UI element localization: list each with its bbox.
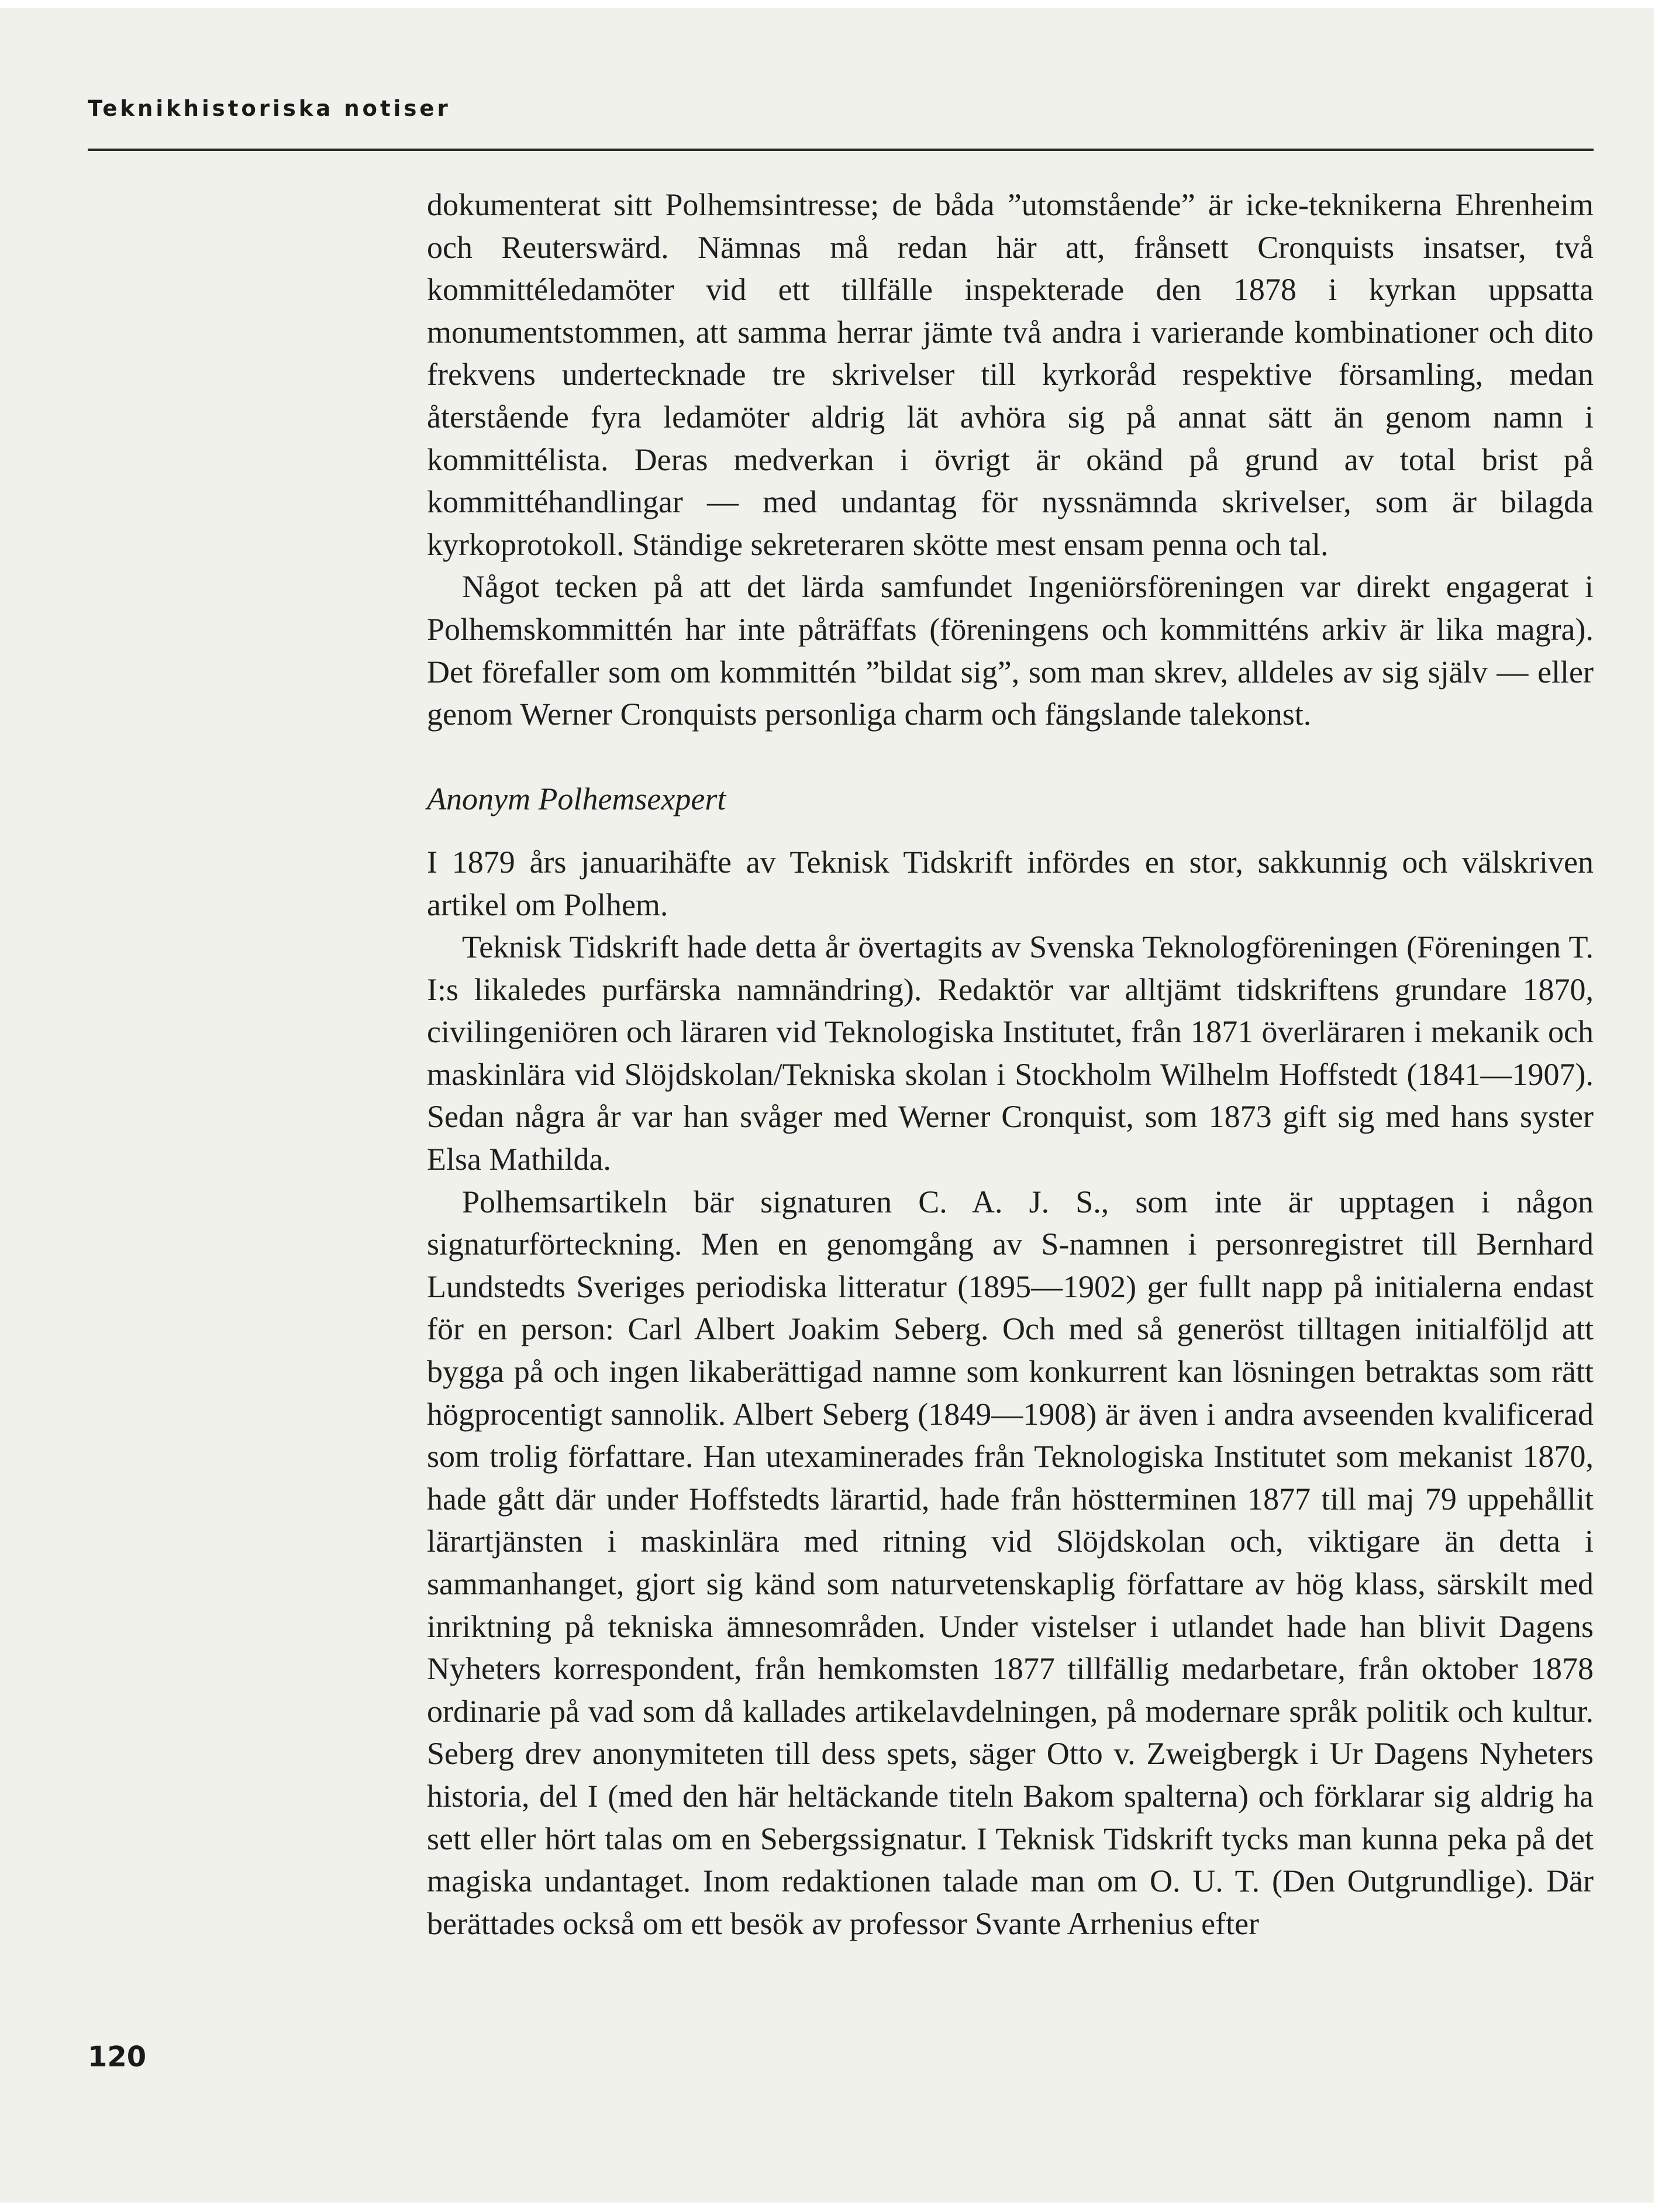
paragraph: Något tecken på att det lärda samfundet Ingeniörsföreningen var direkt engagerat i Polhemskommittén har inte påträffats (föreningens och kommitténs arkiv är lika magra). Det förefaller som om kommittén ”bildat sig”, som man skrev, alldeles av sig själv — eller genom Werner Cronquists personliga charm och fängslande talekonst. xyxy=(427,569,1594,732)
header-rule xyxy=(88,149,1594,151)
paragraph: I 1879 års januarihäfte av Teknisk Tidskrift infördes en stor, sakkunnig och välskriven artikel om Polhem. xyxy=(427,844,1594,922)
paragraph: Polhemsartikeln bär signaturen C. A. J. S., som inte är upptagen i någon signaturförteckning. Men en genomgång av S-namnen i personregistret till Bernhard Lundstedts Sveriges periodiska litteratur (1895—1902) ger fullt napp på initialerna endast för en person: Carl Albert Joakim Seberg. Och med så generöst tilltagen initialföljd att bygga på och ingen likaberättigad namne som konkurrent kan lösningen betraktas som rätt högprocentigt sannolik. Albert Seberg (1849—1908) är även i andra avseenden kvalificerad som trolig författare. Han utexaminerades från Teknologiska Institutet som mekanist 1870, hade gått där under Hoffstedts lärartid, hade från höstterminen 1877 till maj 79 uppehållit lärartjänsten i maskinlära med ritning vid Slöjdskolan och, viktigare än detta i sammanhanget, gjort sig känd som naturvetenskaplig författare av hög klass, särskilt med inriktning på tekniska ämnesområden. Under vistelser i utlandet hade han blivit Dagens Nyheters korrespondent, från hemkomsten 1877 tillfällig medarbetare, från oktober 1878 ordinarie på vad som då kallades artikelavdelningen, på modernare språk politik och kultur. Seberg drev anonymiteten till dess spets, säger Otto v. Zweigbergk i Ur Dagens Nyheters historia, del I (med den här heltäckande titeln Bakom spalterna) och förklarar sig aldrig ha sett eller hört talas om en Sebergssignatur. I Teknisk Tidskrift tycks man kunna peka på det magiska undantaget. Inom redaktionen talade man om O. U. T. (Den Outgrundlige). Där berättades också om ett besök av professor Svante Arrhenius efter xyxy=(427,1184,1594,1941)
running-head: Teknikhistoriska notiser xyxy=(88,96,451,121)
section-heading: Anonym Polhemsexpert xyxy=(427,781,726,817)
page-number: 120 xyxy=(88,2041,147,2073)
article-body xyxy=(427,184,1594,1945)
page xyxy=(0,8,1654,2203)
paragraph: dokumenterat sitt Polhemsintresse; de båda ”utomstående” är icke-teknikerna Ehrenheim och Reuterswärd. Nämnas må redan här att, frånsett Cronquists insatser, två kommittéledamöter vid ett tillfälle inspekterade den 1878 i kyrkan uppsatta monumentstommen, att samma herrar jämte två andra i varierande kombinationer och dito frekvens undertecknade tre skrivelser till kyrkoråd respektive församling, medan återstående fyra ledamöter aldrig lät avhöra sig på annat sätt än genom namn i kommittélista. Deras medverkan i övrigt är okänd på grund av total brist på kommittéhandlingar — med undantag för nyssnämnda skrivelser, som är bilagda kyrkoprotokoll. Ständige sekreteraren skötte mest ensam penna och tal. xyxy=(427,187,1594,562)
paragraph: Teknisk Tidskrift hade detta år övertagits av Svenska Teknologföreningen (Föreningen T. I:s likaledes purfärska namnändring). Redaktör var alltjämt tidskriftens grundare 1870, civilingeniören och läraren vid Teknologiska Institutet, från 1871 överläraren i mekanik och maskinlära vid Slöjdskolan/Tekniska skolan i Stockholm Wilhelm Hoffstedt (1841—1907). Sedan några år var han svåger med Werner Cronquist, som 1873 gift sig med hans syster Elsa Mathilda. xyxy=(427,929,1594,1177)
